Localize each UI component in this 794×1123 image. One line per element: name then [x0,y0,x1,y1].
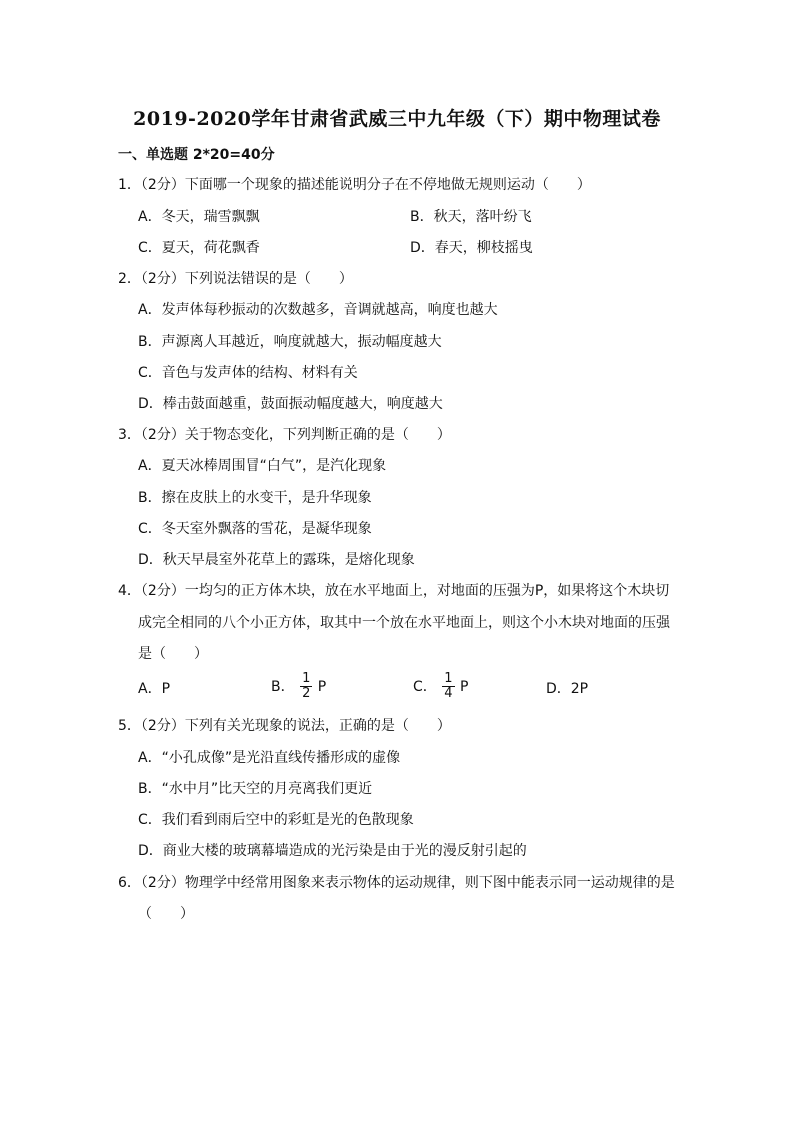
section-heading: 一、单选题 2*20=40分 [118,147,275,163]
question-2-option-d: D．棒击鼓面越重，鼓面振动幅度越大，响度越大 [138,396,443,412]
question-5-option-c: C．我们看到雨后空中的彩虹是光的色散现象 [138,812,414,828]
question-4-option-b: B． $\frac{1}{2}$ P [271,671,327,701]
question-2-stem: 2．（2分）下列说法错误的是（ ） [118,271,353,287]
question-3-option-a: A．夏天冰棒周围冒“白气”，是汽化现象 [138,458,387,474]
question-1-stem: 1．（2分）下面哪一个现象的描述能说明分子在不停地做无规则运动（ ） [118,177,591,193]
question-4-option-d: D．2P [546,681,589,697]
question-3-option-c: C．冬天室外飘落的雪花，是凝华现象 [138,521,372,537]
question-3-option-b: B．擦在皮肤上的水变干，是升华现象 [138,490,372,506]
fraction-one-quarter: $\frac{1}{4}$ [444,671,453,701]
question-6-stem-line-2: （ ） [138,906,194,922]
question-5-stem: 5．（2分）下列有关光现象的说法，正确的是（ ） [118,718,451,734]
question-3-stem: 3．（2分）关于物态变化，下列判断正确的是（ ） [118,427,451,443]
question-2-option-a: A．发声体每秒振动的次数越多，音调就越高，响度也越大 [138,302,498,318]
question-2-option-b: B．声源离人耳越近，响度就越大，振动幅度越大 [138,334,442,350]
question-1-option-b: B．秋天，落叶纷飞 [410,209,532,225]
question-2-option-c: C．音色与发声体的结构、材料有关 [138,365,358,381]
question-1-option-c: C．夏天，荷花飘香 [138,240,260,256]
question-5-option-b: B．“水中月”比天空的月亮离我们更近 [138,781,373,797]
question-1-option-a: A．冬天，瑞雪飘飘 [138,209,260,225]
question-4-stem-line-2: 成完全相同的八个小正方体，取其中一个放在水平地面上，则这个小木块对地面的压强 [138,615,670,631]
question-4-option-a: A．P [138,681,171,697]
question-5-option-d: D．商业大楼的玻璃幕墙造成的光污染是由于光的漫反射引起的 [138,843,527,859]
question-1-option-d: D．春天，柳枝摇曳 [410,240,533,256]
question-4-stem-line-3: 是（ ） [138,646,208,662]
question-3-option-d: D．秋天早晨室外花草上的露珠，是熔化现象 [138,552,415,568]
question-4-stem-line-1: 4．（2分）一均匀的正方体木块，放在水平地面上，对地面的压强为P，如果将这个木块切 [118,583,670,599]
question-5-option-a: A．“小孔成像”是光沿直线传播形成的虚像 [138,750,401,766]
fraction-one-half: $\frac{1}{2}$ [302,671,311,701]
question-4-option-c: C． $\frac{1}{4}$ P [413,671,469,701]
question-6-stem-line-1: 6．（2分）物理学中经常用图象来表示物体的运动规律，则下图中能表示同一运动规律的是 [118,875,675,891]
page-title: 2019-2020学年甘肃省武威三中九年级（下）期中物理试卷 [133,108,661,130]
